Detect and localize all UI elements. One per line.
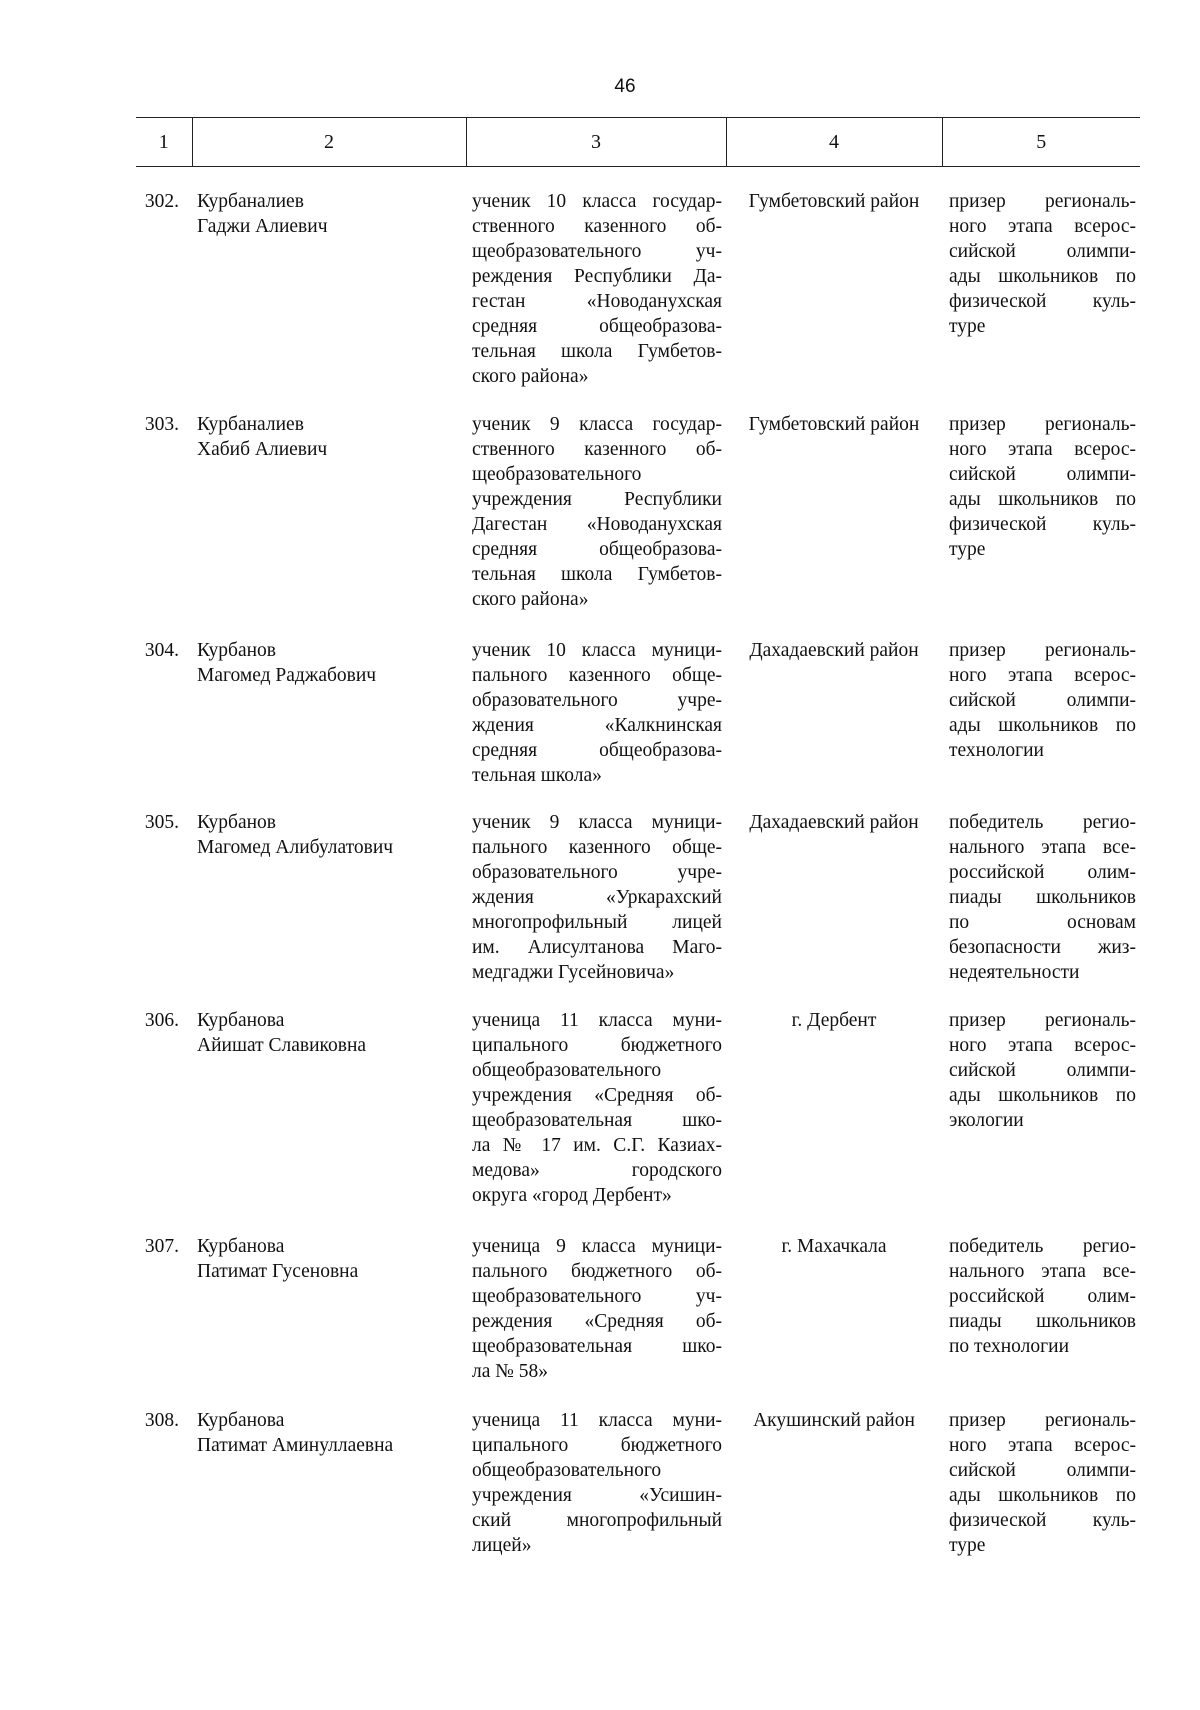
school-line: ждения «Уркарахский (472, 887, 722, 908)
award-description (942, 985, 1140, 1208)
school-description (466, 788, 726, 985)
surname: Курбанов (197, 640, 277, 661)
table-row (136, 612, 1140, 788)
school-line: образовательного учре- (472, 690, 722, 711)
award-line: победитель регио- (949, 812, 1136, 833)
surname: Курбанов (197, 812, 277, 833)
table-body (136, 167, 1140, 1559)
school-line: тельная школа Гумбетов- (472, 341, 722, 362)
table-row (136, 788, 1140, 985)
surname: Курбаналиев (197, 414, 304, 435)
school-description (466, 389, 726, 612)
award-description (942, 612, 1140, 788)
person-name (192, 389, 466, 612)
given-names: Патимат Гусеновна (197, 1261, 359, 1282)
page-number: 46 (614, 76, 636, 97)
school-description (466, 612, 726, 788)
school-line: медова» городского (472, 1160, 722, 1181)
school-line: ственного казенного об- (472, 439, 722, 460)
school-description (466, 1208, 726, 1384)
given-names: Гаджи Алиевич (197, 216, 328, 237)
award-description (942, 389, 1140, 612)
table-row (136, 167, 1140, 390)
school-line: тельная школа» (472, 765, 602, 786)
person-name (192, 1208, 466, 1384)
table-row (136, 389, 1140, 612)
school-line: щеобразовательная шко- (472, 1110, 722, 1131)
award-line: недеятельности (949, 962, 1080, 983)
award-description (942, 1208, 1140, 1384)
row-number: 305. (144, 812, 179, 833)
school-line: ученик 9 класса муници- (472, 812, 722, 833)
award-line: туре (949, 539, 986, 560)
award-line: сийской олимпи- (949, 1060, 1136, 1081)
school-line: пального казенного обще- (472, 837, 722, 858)
district: Дахадаевский район (749, 640, 919, 661)
award-line: ады школьников по (949, 489, 1136, 510)
surname: Курбанова (197, 1236, 285, 1257)
person-name (192, 1384, 466, 1558)
award-line: призер региональ- (949, 414, 1136, 435)
column-header: 5 (942, 118, 1140, 167)
district: г. Махачкала (781, 1236, 887, 1257)
person-name (192, 612, 466, 788)
row-number: 307. (144, 1236, 179, 1257)
school-line: средняя общеобразова- (472, 316, 722, 337)
row-number: 308. (144, 1410, 179, 1431)
school-line: ученик 10 класса государ- (472, 191, 722, 212)
award-line: физической куль- (949, 291, 1136, 312)
school-line: тельная школа Гумбетов- (472, 564, 722, 585)
school-line: щеобразовательного уч- (472, 241, 722, 262)
school-line: средняя общеобразова- (472, 539, 722, 560)
award-line: физической куль- (949, 514, 1136, 535)
person-name (192, 788, 466, 985)
given-names: Магомед Алибулатович (197, 837, 394, 858)
column-header: 4 (726, 118, 942, 167)
award-line: российской олим- (949, 1286, 1136, 1307)
award-line: победитель регио- (949, 1236, 1136, 1257)
district: Гумбетовский район (748, 414, 920, 435)
school-line: ученик 10 класса муници- (472, 640, 722, 661)
award-line: ного этапа всерос- (949, 665, 1136, 686)
school-line: щеобразовательного (472, 464, 642, 485)
award-line: по технологии (949, 1336, 1070, 1357)
award-description (942, 1384, 1140, 1558)
award-line: призер региональ- (949, 1010, 1136, 1031)
school-line: щеобразовательная шко- (472, 1336, 722, 1357)
school-line: средняя общеобразова- (472, 740, 722, 761)
column-header: 1 (136, 118, 192, 167)
row-number: 306. (144, 1010, 179, 1031)
person-name (192, 167, 466, 390)
school-line: учреждения Республики (472, 489, 722, 510)
award-line: нального этапа все- (949, 837, 1136, 858)
award-line: ного этапа всерос- (949, 439, 1136, 460)
district: г. Дербент (791, 1010, 877, 1031)
school-line: ученик 9 класса государ- (472, 414, 722, 435)
district: Гумбетовский район (748, 191, 920, 212)
school-line: ученица 11 класса муни- (472, 1410, 722, 1431)
column-header: 2 (192, 118, 466, 167)
award-line: ады школьников по (949, 715, 1136, 736)
award-line: сийской олимпи- (949, 690, 1136, 711)
row-number: 302. (144, 191, 179, 212)
award-line: туре (949, 1535, 986, 1556)
award-line: ады школьников по (949, 266, 1136, 287)
award-description (942, 167, 1140, 390)
surname: Курбанова (197, 1010, 285, 1031)
school-line: ципального бюджетного (472, 1035, 722, 1056)
school-line: многопрофильный лицей (472, 912, 722, 933)
column-header: 3 (466, 118, 726, 167)
row-number: 303. (144, 414, 179, 435)
school-line: ский многопрофильный (472, 1510, 722, 1531)
surname: Курбанова (197, 1410, 285, 1431)
award-line: пиады школьников (949, 1311, 1136, 1332)
given-names: Патимат Аминуллаевна (197, 1435, 394, 1456)
school-description (466, 1384, 726, 1558)
school-line: ла № 17 им. С.Г. Казиах- (472, 1135, 722, 1156)
award-line: технологии (949, 740, 1044, 761)
school-line: пального бюджетного об- (472, 1261, 722, 1282)
awards-table (136, 117, 1140, 1558)
school-line: ла № 58» (472, 1361, 548, 1382)
school-line: пального казенного обще- (472, 665, 722, 686)
award-line: безопасности жиз- (949, 937, 1136, 958)
school-line: Дагестан «Новоданухская (472, 514, 722, 535)
school-line: им. Алисултанова Маго- (472, 937, 722, 958)
award-line: призер региональ- (949, 640, 1136, 661)
award-line: нального этапа все- (949, 1261, 1136, 1282)
given-names: Хабиб Алиевич (197, 439, 328, 460)
school-line: реждения «Средняя об- (472, 1311, 722, 1332)
table-row (136, 1384, 1140, 1558)
award-line: призер региональ- (949, 191, 1136, 212)
school-line: общеобразовательного (472, 1060, 662, 1081)
award-line: ного этапа всерос- (949, 216, 1136, 237)
award-line: призер региональ- (949, 1410, 1136, 1431)
award-line: сийской олимпи- (949, 464, 1136, 485)
award-description (942, 788, 1140, 985)
table-header-row (136, 118, 1140, 167)
award-line: сийской олимпи- (949, 241, 1136, 262)
school-line: лицей» (472, 1535, 532, 1556)
award-line: ады школьников по (949, 1085, 1136, 1106)
school-line: общеобразовательного (472, 1460, 662, 1481)
school-line: щеобразовательного уч- (472, 1286, 722, 1307)
school-line: медгаджи Гусейновича» (472, 962, 675, 983)
school-line: округа «город Дербент» (472, 1185, 672, 1206)
school-line: ского района» (472, 366, 589, 387)
table-row (136, 985, 1140, 1208)
award-line: ного этапа всерос- (949, 1435, 1136, 1456)
award-line: российской олим- (949, 862, 1136, 883)
table-row (136, 1208, 1140, 1384)
school-line: ждения «Калкнинская (472, 715, 722, 736)
award-line: физической куль- (949, 1510, 1136, 1531)
given-names: Магомед Раджабович (197, 665, 377, 686)
school-line: учреждения «Усишин- (472, 1485, 722, 1506)
district: Акушинский район (753, 1410, 915, 1431)
award-line: пиады школьников (949, 887, 1136, 908)
award-line: ного этапа всерос- (949, 1035, 1136, 1056)
school-description (466, 985, 726, 1208)
school-line: ученица 11 класса муни- (472, 1010, 722, 1031)
award-line: ады школьников по (949, 1485, 1136, 1506)
award-line: туре (949, 316, 986, 337)
award-line: экологии (949, 1110, 1024, 1131)
row-number: 304. (144, 640, 179, 661)
school-line: гестан «Новоданухская (472, 291, 722, 312)
school-line: ципального бюджетного (472, 1435, 722, 1456)
school-line: ственного казенного об- (472, 216, 722, 237)
given-names: Айишат Славиковна (197, 1035, 367, 1056)
award-line: по основам (949, 912, 1136, 933)
person-name (192, 985, 466, 1208)
school-line: образовательного учре- (472, 862, 722, 883)
award-line: сийской олимпи- (949, 1460, 1136, 1481)
school-description (466, 167, 726, 390)
school-line: ученица 9 класса муници- (472, 1236, 722, 1257)
surname: Курбаналиев (197, 191, 304, 212)
school-line: учреждения «Средняя об- (472, 1085, 722, 1106)
district: Дахадаевский район (749, 812, 919, 833)
school-line: ского района» (472, 589, 589, 610)
school-line: реждения Республики Да- (472, 266, 722, 287)
